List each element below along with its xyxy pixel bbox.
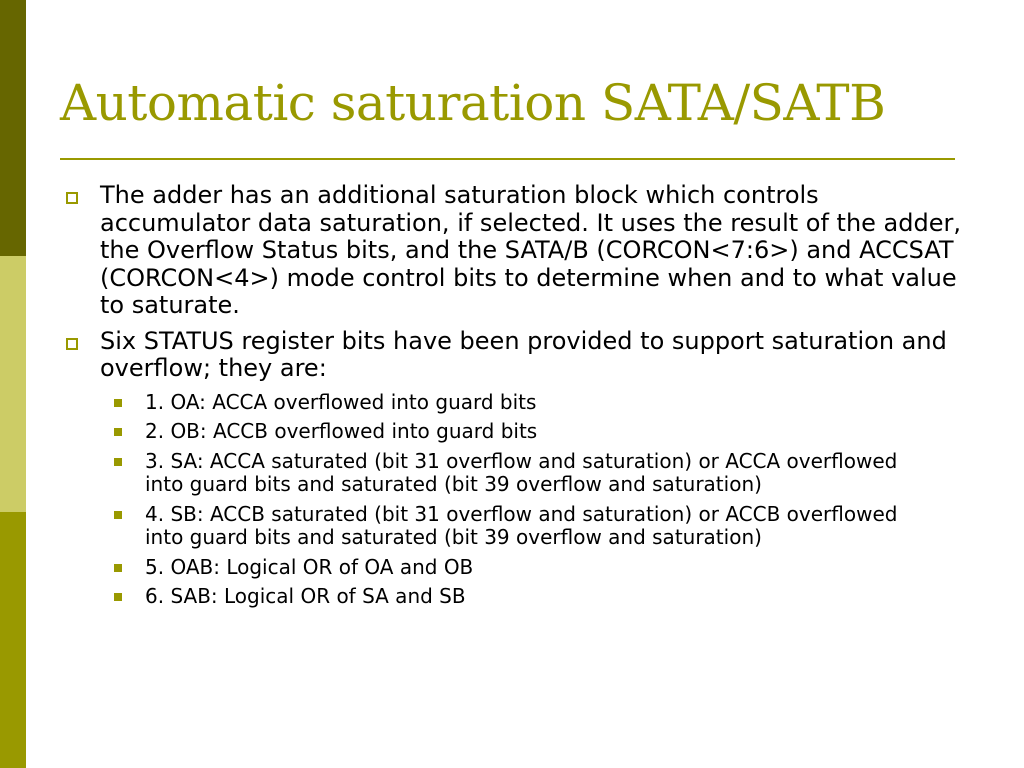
- sub-bullet-text: 2. OB: ACCB overflowed into guard bits: [145, 419, 538, 443]
- sub-bullet-item: [100, 420, 905, 444]
- slide-body: [63, 182, 963, 615]
- filled-square-bullet-icon: [114, 399, 122, 407]
- status-bits-list: [63, 391, 963, 609]
- side-band-bottom: [0, 512, 26, 768]
- filled-square-bullet-icon: [114, 428, 122, 436]
- bullet-text: Six STATUS register bits have been provided to support saturation and overflow; they are:: [100, 326, 947, 382]
- side-band-middle: [0, 256, 26, 512]
- bullet-text: The adder has an additional saturation block which controls accumulator data saturation, if selected. It uses the result of the adder, the Overflow Status bits, and the SATA/B (CORCON<7:6>) and ACCSAT (CORCON<4>) mode control bits to determine when and to what value to saturate.: [100, 181, 961, 319]
- sub-bullet-item: [100, 391, 905, 415]
- sub-bullet-item: [100, 585, 905, 609]
- sub-bullet-text: 4. SB: ACCB saturated (bit 31 overflow and saturation) or ACCB overflowed into guard bits and saturated (bit 39 overflow and saturation): [145, 501, 898, 549]
- sub-bullet-text: 1. OA: ACCA overflowed into guard bits: [145, 389, 537, 414]
- title-divider: [60, 158, 955, 160]
- slide-title: Automatic saturation SATA/SATB: [60, 74, 886, 132]
- bullet-item: [63, 328, 963, 383]
- filled-square-bullet-icon: [114, 458, 122, 466]
- sub-bullet-item: [100, 450, 905, 497]
- filled-square-bullet-icon: [114, 564, 122, 572]
- filled-square-bullet-icon: [114, 511, 122, 519]
- bullet-item: [63, 182, 963, 320]
- sub-bullet-text: 3. SA: ACCA saturated (bit 31 overflow and saturation) or ACCA overflowed into guard bits and saturated (bit 39 overflow and saturation): [145, 448, 898, 496]
- side-band-top: [0, 0, 26, 256]
- sub-bullet-item: [100, 503, 905, 550]
- sub-bullet-item: [100, 556, 905, 580]
- hollow-square-bullet-icon: [66, 192, 78, 204]
- sub-bullet-text: 5. OAB: Logical OR of OA and OB: [145, 554, 474, 579]
- sub-bullet-text: 6. SAB: Logical OR of SA and SB: [145, 584, 466, 608]
- hollow-square-bullet-icon: [66, 338, 78, 350]
- filled-square-bullet-icon: [114, 593, 122, 601]
